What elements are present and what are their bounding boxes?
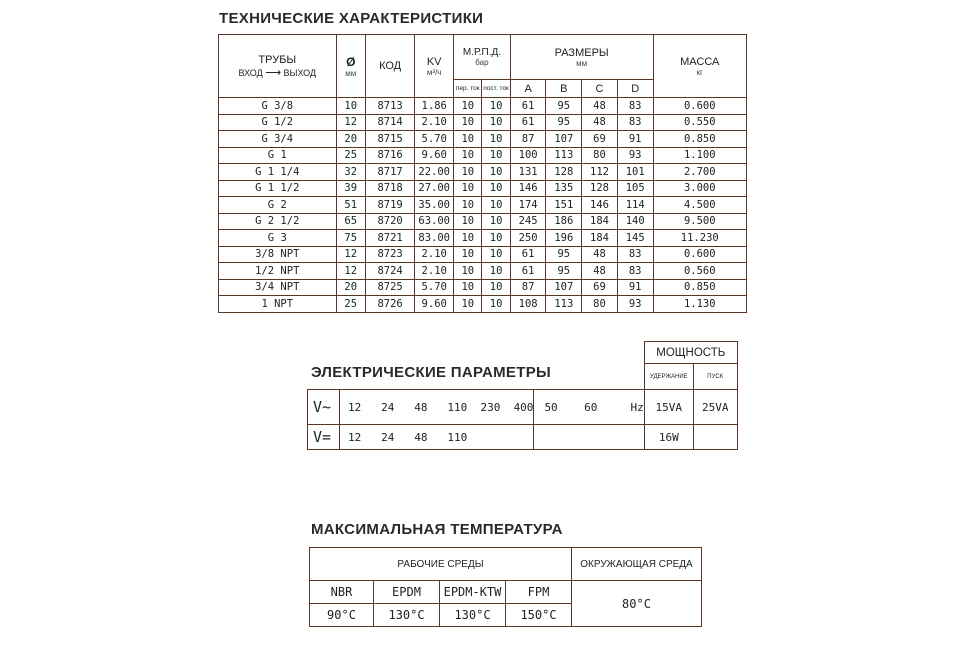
dim-d-header: D [617,80,653,98]
diameter: 65 [336,213,365,230]
table-row [219,279,747,296]
dim-c: 48 [582,114,618,131]
mopd-ac: 10 [454,279,482,296]
dim-a: 100 [510,147,546,164]
dim-d: 93 [617,296,653,313]
mopd-dc: 10 [482,114,510,131]
dim-c: 80 [582,147,618,164]
dimensions-header: РАЗМЕРЫ мм [510,35,653,80]
mopd-ac: 10 [454,164,482,181]
dim-d: 91 [617,279,653,296]
mopd-header: М.Р.П.Д. бар [454,35,511,80]
diameter: 51 [336,197,365,214]
dim-b: 135 [546,180,582,197]
mass: 3.000 [653,180,746,197]
table-row [219,147,747,164]
dim-a: 174 [510,197,546,214]
mopd-ac: 10 [454,114,482,131]
dim-b: 107 [546,131,582,148]
material-temp: 150°C [506,604,572,627]
diameter: 20 [336,131,365,148]
temperature-title: МАКСИМАЛЬНАЯ ТЕМПЕРАТУРА [311,521,563,538]
dc-label: V= [308,425,340,450]
dim-b: 113 [546,147,582,164]
dim-b: 95 [546,246,582,263]
kv-value: 83.00 [415,230,454,247]
mass: 2.700 [653,164,746,181]
kv-value: 9.60 [415,147,454,164]
holding-header: УДЕРЖАНИЕ [644,364,693,390]
tech-table [218,34,747,313]
kv-value: 35.00 [415,197,454,214]
dim-d: 83 [617,263,653,280]
diameter: 25 [336,296,365,313]
dim-d: 91 [617,131,653,148]
kv-header: KV м³/ч [415,35,454,98]
ac-label: V~ [308,390,340,425]
mopd-dc: 10 [482,230,510,247]
ac-voltages: 12 24 48 110 230 400 [340,390,534,425]
mopd-dc: 10 [482,164,510,181]
dim-c: 146 [582,197,618,214]
table-row [219,131,747,148]
pipe-size: G 1 [219,147,337,164]
ac-frequency: 50 60 Hz [534,390,644,425]
pipe-size: G 1 1/2 [219,180,337,197]
dim-b: 107 [546,279,582,296]
pipe-size: G 3/8 [219,98,337,115]
dim-b: 151 [546,197,582,214]
dim-a: 61 [510,114,546,131]
table-row [219,197,747,214]
mopd-dc: 10 [482,213,510,230]
material-name: EPDM-KTW [440,581,506,604]
pipe-size: G 1/2 [219,114,337,131]
dim-d: 83 [617,246,653,263]
kv-value: 63.00 [415,213,454,230]
mopd-dc: 10 [482,147,510,164]
table-row [219,230,747,247]
code: 8714 [365,114,414,131]
dim-a: 250 [510,230,546,247]
dim-c: 184 [582,213,618,230]
dc-row [308,425,738,450]
mopd-ac: 10 [454,131,482,148]
mass: 9.500 [653,213,746,230]
dim-a-header: A [510,80,546,98]
dim-a: 146 [510,180,546,197]
mass: 1.100 [653,147,746,164]
mopd-ac: 10 [454,197,482,214]
mass: 0.550 [653,114,746,131]
pipe-size: G 3/4 [219,131,337,148]
mopd-ac: 10 [454,246,482,263]
mopd-ac: 10 [454,213,482,230]
diameter: 12 [336,246,365,263]
dim-b: 95 [546,98,582,115]
kv-value: 2.10 [415,263,454,280]
code: 8723 [365,246,414,263]
dim-d: 83 [617,98,653,115]
diameter: 12 [336,114,365,131]
code: 8721 [365,230,414,247]
mass-header: МАССА кг [653,35,746,98]
dim-a: 61 [510,246,546,263]
dim-d: 83 [617,114,653,131]
mopd-ac: 10 [454,98,482,115]
code: 8725 [365,279,414,296]
diameter: 32 [336,164,365,181]
dim-c: 48 [582,246,618,263]
inrush-header: ПУСК [693,364,737,390]
kv-value: 9.60 [415,296,454,313]
table-row [219,263,747,280]
dim-a: 87 [510,131,546,148]
electrical-table [307,341,738,450]
mopd-ac: 10 [454,180,482,197]
pipe-size: G 2 1/2 [219,213,337,230]
dim-a: 131 [510,164,546,181]
mass: 0.600 [653,246,746,263]
arrow-right-icon: ⟶ [265,66,281,79]
dim-c: 48 [582,98,618,115]
dim-a: 61 [510,263,546,280]
material-name: FPM [506,581,572,604]
mass: 0.600 [653,98,746,115]
mopd-ac: 10 [454,230,482,247]
dim-c: 184 [582,230,618,247]
dim-c: 69 [582,279,618,296]
table-row [219,246,747,263]
dc-holding: 16W [644,425,693,450]
mopd-dc: 10 [482,296,510,313]
mass: 0.560 [653,263,746,280]
diameter: 75 [336,230,365,247]
dim-b: 128 [546,164,582,181]
code: 8713 [365,98,414,115]
mass: 0.850 [653,131,746,148]
pipe-size: G 3 [219,230,337,247]
mopd-ac: 10 [454,147,482,164]
kv-value: 5.70 [415,279,454,296]
kv-value: 22.00 [415,164,454,181]
dim-d: 140 [617,213,653,230]
code: 8716 [365,147,414,164]
mopd-dc: 10 [482,263,510,280]
mopd-dc: 10 [482,246,510,263]
mopd-dc-header: пост. ток [482,80,510,98]
kv-value: 2.10 [415,114,454,131]
mopd-dc: 10 [482,279,510,296]
kv-value: 5.70 [415,131,454,148]
kv-value: 2.10 [415,246,454,263]
dim-b: 113 [546,296,582,313]
code: 8719 [365,197,414,214]
table-row [219,180,747,197]
kv-value: 1.86 [415,98,454,115]
diameter: 12 [336,263,365,280]
diameter: 20 [336,279,365,296]
ac-inrush: 25VA [693,390,737,425]
table-row [219,164,747,181]
dim-b: 186 [546,213,582,230]
dim-a: 108 [510,296,546,313]
pipe-size: G 2 [219,197,337,214]
pipe-size: G 1 1/4 [219,164,337,181]
dim-d: 101 [617,164,653,181]
power-header: МОЩНОСТЬ [644,342,737,364]
dim-c: 128 [582,180,618,197]
code: 8715 [365,131,414,148]
material-name: EPDM [374,581,440,604]
dim-c: 48 [582,263,618,280]
material-temp: 130°C [440,604,506,627]
dim-d: 145 [617,230,653,247]
dim-c-header: C [582,80,618,98]
mopd-ac: 10 [454,296,482,313]
diameter: 25 [336,147,365,164]
code: 8717 [365,164,414,181]
ac-row [308,390,738,425]
dim-b: 196 [546,230,582,247]
mopd-ac: 10 [454,263,482,280]
material-temp: 130°C [374,604,440,627]
mopd-ac-header: пер. ток [454,80,482,98]
pipes-header: ТРУБЫ ВХОД ⟶ ВЫХОД [219,35,337,98]
dim-b-header: B [546,80,582,98]
mopd-dc: 10 [482,98,510,115]
dim-d: 93 [617,147,653,164]
pipe-size: 3/8 NPT [219,246,337,263]
dim-d: 105 [617,180,653,197]
diameter: 39 [336,180,365,197]
tech-title: ТЕХНИЧЕСКИЕ ХАРАКТЕРИСТИКИ [219,10,484,27]
ac-holding: 15VA [644,390,693,425]
table-row [219,114,747,131]
dim-b: 95 [546,114,582,131]
dim-a: 245 [510,213,546,230]
pipe-size: 3/4 NPT [219,279,337,296]
mass: 4.500 [653,197,746,214]
dim-c: 112 [582,164,618,181]
mass: 1.130 [653,296,746,313]
material-temp: 90°C [310,604,374,627]
ambient-temp: 80°C [572,581,702,627]
dim-b: 95 [546,263,582,280]
diameter: 10 [336,98,365,115]
diameter-header: Ø мм [336,35,365,98]
mass: 11.230 [653,230,746,247]
code: 8718 [365,180,414,197]
electrical-title: ЭЛЕКТРИЧЕСКИЕ ПАРАМЕТРЫ [311,364,551,381]
code: 8726 [365,296,414,313]
material-name: NBR [310,581,374,604]
table-row [219,213,747,230]
code: 8724 [365,263,414,280]
table-row [219,98,747,115]
kv-value: 27.00 [415,180,454,197]
mopd-dc: 10 [482,180,510,197]
dim-c: 80 [582,296,618,313]
temperature-table [309,547,702,627]
dim-d: 114 [617,197,653,214]
dim-a: 61 [510,98,546,115]
mass: 0.850 [653,279,746,296]
mopd-dc: 10 [482,131,510,148]
mopd-dc: 10 [482,197,510,214]
table-row [219,296,747,313]
ambient-header: ОКРУЖАЮЩАЯ СРЕДА [572,548,702,581]
code-header: КОД [365,35,414,98]
media-header: РАБОЧИЕ СРЕДЫ [310,548,572,581]
code: 8720 [365,213,414,230]
dim-c: 69 [582,131,618,148]
dim-a: 87 [510,279,546,296]
pipe-size: 1/2 NPT [219,263,337,280]
dc-voltages: 12 24 48 110 [340,425,534,450]
pipe-size: 1 NPT [219,296,337,313]
